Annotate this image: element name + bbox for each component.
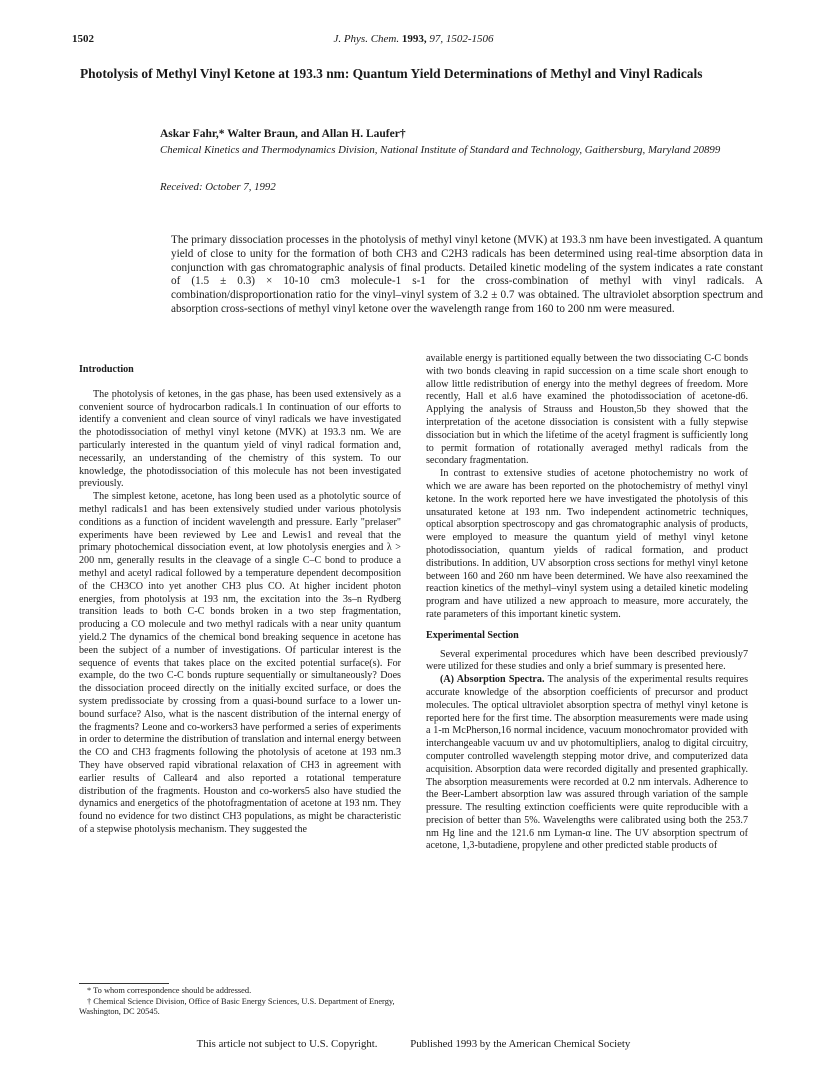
subsection-heading: (A) Absorption Spectra. [440,674,545,686]
paragraph: available energy is partitioned equally between the two dissociating C-C bonds with two bonds cleaving in rapid succession on a time scale short enough to allow little redistribution of energy into the methyl degrees of freedom. More recently, Hall et al.6 have examined the photodissociation of acetone-d6. Applying the analysis of Strauss and Houston,5b they showed that the interpretation of the acetone dissociation is consistent with a fully stepwise dissociation but in which the lifetime of the acetyl fragment is sufficiently long to permit formation of rotationally averaged methyl radicals from the secondary fragmentation. [426,353,748,467]
right-column [426,353,748,853]
article-title: Photolysis of Methyl Vinyl Ketone at 193.3 nm: Quantum Yield Determinations of Methyl and Vinyl Radicals [80,66,703,81]
running-header [72,33,755,47]
abstract: The primary dissociation processes in the photolysis of methyl vinyl ketone (MVK) at 193.3 nm have been investigated. A quantum yield of close to unity for the formation of both CH3 and C2H3 radicals has been determined using real-time absorption data in conjunction with gas chromatographic analysis of final products. Detailed kinetic modeling of the system indicates a rate constant of (1.5 ± 0.3) × 10-10 cm3 molecule-1 s-1 for the cross-combination of methyl with vinyl radicals. A combination/disproportionation ratio for the vinyl–vinyl system of 3.2 ± 0.7 was obtained. The ultraviolet absorption spectrum and absorption cross-sections of methyl vinyl ketone over the wavelength range from 160 to 200 nm were measured. [171,234,763,315]
journal-year: 1993, [401,33,427,45]
footnote: * To whom correspondence should be addressed. [87,986,252,995]
publisher-notice: Published 1993 by the American Chemical Society [410,1038,631,1050]
paragraph: The photolysis of ketones, in the gas phase, has been used extensively as a convenient source of hydrocarbon radicals.1 In continuation of our efforts to identify a convenient and clean source of vinyl radicals we have investigated the photodissociation of methyl vinyl ketone (MVK) at 193.3 nm. We are particularly interested in the quantum yield of vinyl radical formation and, necessarily, an understanding of the chemistry of this system. To our knowledge, the photodissociation of this molecule has not been investigated previously. [79,388,401,490]
journal-volume: 97, [429,33,444,45]
section-heading-experimental: Experimental Section [426,629,519,641]
section-heading-introduction: Introduction [79,364,134,375]
received-date: Received: October 7, 1992 [160,181,276,193]
footnotes [79,986,401,1018]
page-number: 1502 [72,33,94,45]
journal-citation [72,33,755,45]
paragraph: Several experimental procedures which have been described previously7 were utilized for these studies and only a brief summary is presented here. [426,648,748,673]
copyright-notice: This article not subject to U.S. Copyright. [196,1038,378,1050]
journal-pages: 1502-1506 [445,33,494,45]
paragraph-absorption-spectra [426,674,748,853]
footnote-divider [79,983,169,984]
paragraph: The simplest ketone, acetone, has long been used as a photolytic source of methyl radicals1 and has been extensively studied under various photolysis conditions as a function of incident wavelength and pressure. Early "prelaser" experiments have been reviewed by Lee and Lewis1 and reveal that the primary photochemical dissociation event, at low photolysis energies and λ > 200 nm, generally results in the cleavage of a single C–C bond to produce a methyl and acetyl radical followed by a temperature dependent decomposition of the CH3CO into yet another CH3 plus CO. At higher incident photon energies, from photolysis at 193 nm, the excitation into the 3s–n Rydberg transition leads to both C-C bonds broken in a two step fragmentation, producing a CO molecule and two methyl radicals with a near unity quantum yield.2 The dynamics of the chemical bond breaking sequence in acetone has been the subject of a number of investigations. Of particular interest is the sequence of events that takes place on the excited potential surface(s). For example, do the two C-C bonds rupture sequentially or simultaneously? Does the dissociation proceed directly on the initially excited surface, or does the system predissociate by crossing from a quasi-bound surface to a lower un-bound surface? Also, what is the nascent distribution of the internal energy of the fragments? Leone and co-workers3 have performed a series of experiments in order to determine the distribution of translation and internal energy between the CO and CH3 fragments following the photolysis of acetone at 193 nm.3 They have observed rapid vibrational relaxation of CH3 in agreement with earlier results of Callear4 and also reported a rotational temperature distribution of the fragments. Houston and co-workers5 also have studied the dynamics and energetics of the photofragmentation of acetone at 193 nm. They found no evidence for two distinct CH3 populations, as might be characteristic of a stepwise photolysis mechanism. They suggested the [79,491,401,835]
copyright-line [0,1038,827,1050]
journal-name: J. Phys. Chem. [333,33,400,45]
left-column [79,364,401,837]
author-list: Askar Fahr,* Walter Braun, and Allan H. Laufer† [160,128,406,140]
footnote: † Chemical Science Division, Office of Basic Energy Sciences, U.S. Department of Energy, Washington, DC 20545. [79,996,395,1016]
author-affiliation: Chemical Kinetics and Thermodynamics Division, National Institute of Standard and Technology, Gaithersburg, Maryland 20899 [160,144,721,156]
paragraph-body: The analysis of the experimental results requires accurate knowledge of the absorption coefficients of precursor and product molecules. The optical ultraviolet absorption spectra of methyl vinyl ketone is reported here for the first time. The absorption measurements were made using a 1-m McPherson,16 normal incidence, vacuum monochromator provided with interchangeable vacuum uv and uv photomultipliers, analog to digital circuitry, computer controlled wavelength stepping motor drive, and computerized data acquisition. Absorption data were recorded digitally and presented graphically. The absorption measurements were recorded at 0.2 nm intervals. Adherence to the Beer-Lambert absorption law was assured through variation of the sample pressure. The resulting extinction coefficients were quite reproducible with a precision of better than 5%. Wavelengths were calibrated using both the 253.7 nm Hg line and the 121.6 nm Lyman-α line. The UV absorption spectrum of acetone, 1,3-butadiene, propylene and other predicted stable products of [426,674,749,852]
paragraph: In contrast to extensive studies of acetone photochemistry no work of which we are aware has been reported on the photochemistry of methyl vinyl ketone. In the work reported here we have investigated the photolysis of this unsaturated ketone at 193 nm. Two independent actinometric techniques, optical absorption spectroscopy and gas chromatographic analysis of products, were employed to measure the quantum yield of methyl vinyl ketone photodissociation, quantum yields of radical formation, and product distributions. In addition, UV absorption cross sections for methyl vinyl ketone between 160 and 260 nm have been determined. We have also reexamined the reaction kinetics of the methyl–vinyl system using a detailed kinetic modeling program and have utilized a new approach to measure, more accurately, the rate parameters of this important kinetic system. [426,468,748,620]
